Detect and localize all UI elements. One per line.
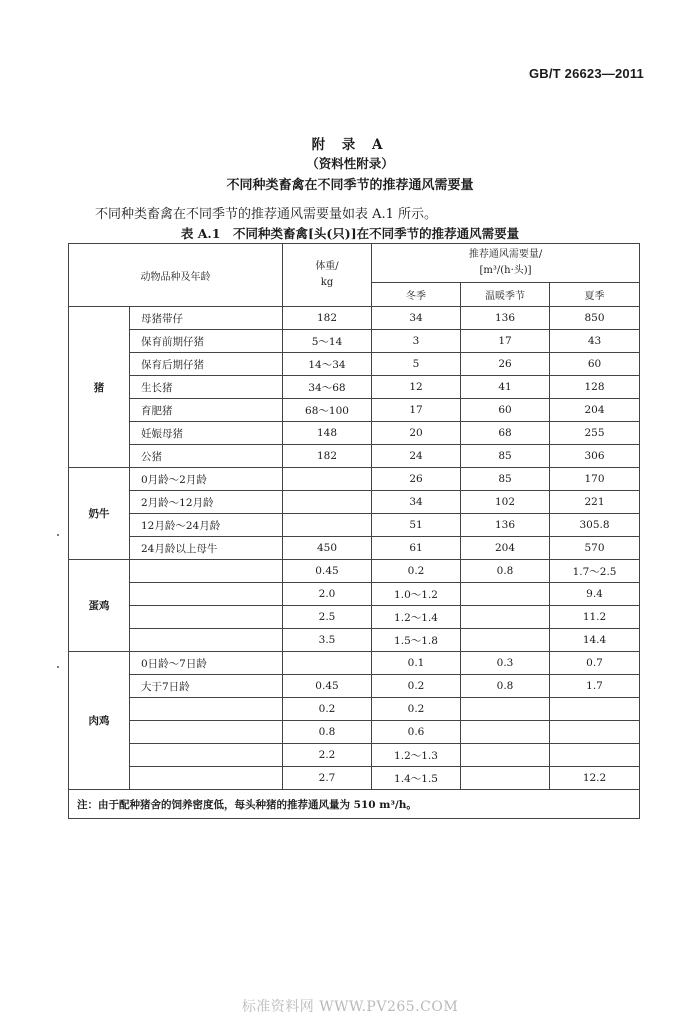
table-row [69,330,640,353]
weight-cell: 14～34 [283,353,372,376]
table-row [69,675,640,698]
table-row [69,652,640,675]
table-row [69,721,640,744]
summer-cell: 43 [550,330,640,353]
annex-title: 附 录 A [311,137,389,153]
stage-cell [130,698,283,721]
winter-cell: 1.5～1.8 [372,629,461,652]
header-vent-line1: 推荐通风需要量/ [468,249,543,260]
summer-cell: 221 [550,491,640,514]
header-summer: 夏季 [550,283,640,307]
header-weight-line2: kg [320,277,334,288]
stage-cell [130,606,283,629]
winter-cell: 1.0～1.2 [372,583,461,606]
weight-cell: 5～14 [283,330,372,353]
margin-mark [57,666,59,668]
header-animal: 动物品种及年龄 [69,244,283,307]
summer-cell: 305.8 [550,514,640,537]
stage-cell: 0月龄～2月龄 [130,468,283,491]
intro-paragraph: 不同种类畜禽在不同季节的推荐通风需要量如表 A.1 所示。 [95,207,438,222]
mild-cell: 0.8 [461,675,550,698]
winter-cell: 61 [372,537,461,560]
margin-mark [57,534,59,536]
summer-cell: 1.7～2.5 [550,560,640,583]
stage-cell: 妊娠母猪 [130,422,283,445]
summer-cell: 1.7 [550,675,640,698]
summer-cell: 850 [550,307,640,330]
header-weight-line1: 体重/ [315,261,339,272]
table-row [69,744,640,767]
table-row [69,491,640,514]
weight-cell: 2.0 [283,583,372,606]
winter-cell: 26 [372,468,461,491]
header-weight [283,244,372,307]
standard-code: GB/T 26623—2011 [528,66,644,81]
header-winter: 冬季 [372,283,461,307]
summer-cell: 306 [550,445,640,468]
stage-cell: 保育前期仔猪 [130,330,283,353]
winter-cell: 0.2 [372,675,461,698]
winter-cell: 1.2～1.4 [372,606,461,629]
winter-cell: 0.1 [372,652,461,675]
table-row [69,468,640,491]
table-row [69,606,640,629]
header-ventilation [372,244,640,283]
mild-cell: 0.3 [461,652,550,675]
summer-cell: 9.4 [550,583,640,606]
weight-cell [283,652,372,675]
summer-cell [550,721,640,744]
table-row [69,353,640,376]
annex-type: （资料性附录） [306,156,394,171]
mild-cell: 204 [461,537,550,560]
summer-cell: 170 [550,468,640,491]
weight-cell: 3.5 [283,629,372,652]
weight-cell: 34～68 [283,376,372,399]
summer-cell: 60 [550,353,640,376]
summer-cell: 204 [550,399,640,422]
weight-cell: 0.2 [283,698,372,721]
mild-cell: 85 [461,445,550,468]
mild-cell: 136 [461,514,550,537]
group-name-cell: 奶牛 [69,468,130,560]
winter-cell: 1.4～1.5 [372,767,461,790]
summer-cell: 0.7 [550,652,640,675]
header-mild: 温暖季节 [461,283,550,307]
mild-cell: 68 [461,422,550,445]
table-row [69,307,640,330]
summer-cell: 14.4 [550,629,640,652]
stage-cell [130,744,283,767]
table-row [69,698,640,721]
stage-cell: 12月龄～24月龄 [130,514,283,537]
weight-cell [283,468,372,491]
mild-cell [461,698,550,721]
weight-cell [283,514,372,537]
stage-cell: 生长猪 [130,376,283,399]
table-row [69,445,640,468]
stage-cell: 24月龄以上母牛 [130,537,283,560]
weight-cell [283,491,372,514]
weight-cell: 0.8 [283,721,372,744]
weight-cell: 182 [283,307,372,330]
ventilation-table [68,243,640,819]
winter-cell: 3 [372,330,461,353]
stage-cell: 大于7日龄 [130,675,283,698]
weight-cell: 182 [283,445,372,468]
summer-cell: 255 [550,422,640,445]
winter-cell: 12 [372,376,461,399]
watermark: 标准资料网 WWW.PV265.COM [241,999,459,1015]
winter-cell: 51 [372,514,461,537]
mild-cell: 26 [461,353,550,376]
weight-cell: 2.2 [283,744,372,767]
table-row [69,537,640,560]
winter-cell: 0.6 [372,721,461,744]
winter-cell: 1.2～1.3 [372,744,461,767]
stage-cell [130,629,283,652]
mild-cell [461,721,550,744]
mild-cell: 17 [461,330,550,353]
summer-cell [550,744,640,767]
table-row [69,583,640,606]
winter-cell: 0.2 [372,698,461,721]
table-row [69,560,640,583]
winter-cell: 5 [372,353,461,376]
summer-cell: 12.2 [550,767,640,790]
table-caption: 表 A.1 不同种类畜禽[头(只)]在不同季节的推荐通风需要量 [180,226,520,241]
weight-cell: 68～100 [283,399,372,422]
table-body [69,307,640,790]
table-row [69,422,640,445]
winter-cell: 0.2 [372,560,461,583]
summer-cell: 11.2 [550,606,640,629]
stage-cell [130,721,283,744]
header-vent-line2: [m³/(h·头)] [479,265,532,276]
mild-cell: 0.8 [461,560,550,583]
mild-cell [461,767,550,790]
mild-cell [461,629,550,652]
mild-cell [461,583,550,606]
table-row [69,514,640,537]
stage-cell: 0日龄～7日龄 [130,652,283,675]
table-note: 注：由于配种猪舍的饲养密度低，每头种猪的推荐通风量为 510 m³/h。 [69,790,640,819]
stage-cell: 保育后期仔猪 [130,353,283,376]
mild-cell: 60 [461,399,550,422]
summer-cell: 128 [550,376,640,399]
winter-cell: 17 [372,399,461,422]
group-name-cell: 猪 [69,307,130,468]
weight-cell: 0.45 [283,560,372,583]
winter-cell: 20 [372,422,461,445]
stage-cell [130,583,283,606]
stage-cell: 公猪 [130,445,283,468]
mild-cell: 41 [461,376,550,399]
mild-cell: 136 [461,307,550,330]
stage-cell [130,560,283,583]
table-row [69,376,640,399]
group-name-cell: 肉鸡 [69,652,130,790]
mild-cell: 85 [461,468,550,491]
weight-cell: 148 [283,422,372,445]
weight-cell: 450 [283,537,372,560]
stage-cell [130,767,283,790]
stage-cell: 2月龄～12月龄 [130,491,283,514]
weight-cell: 2.7 [283,767,372,790]
table-row [69,399,640,422]
winter-cell: 34 [372,307,461,330]
table-row [69,767,640,790]
winter-cell: 34 [372,491,461,514]
weight-cell: 2.5 [283,606,372,629]
summer-cell: 570 [550,537,640,560]
stage-cell: 母猪带仔 [130,307,283,330]
table-row [69,629,640,652]
winter-cell: 24 [372,445,461,468]
mild-cell [461,606,550,629]
annex-heading: 不同种类畜禽在不同季节的推荐通风需要量 [226,178,474,193]
stage-cell: 育肥猪 [130,399,283,422]
mild-cell [461,744,550,767]
group-name-cell: 蛋鸡 [69,560,130,652]
summer-cell [550,698,640,721]
mild-cell: 102 [461,491,550,514]
weight-cell: 0.45 [283,675,372,698]
